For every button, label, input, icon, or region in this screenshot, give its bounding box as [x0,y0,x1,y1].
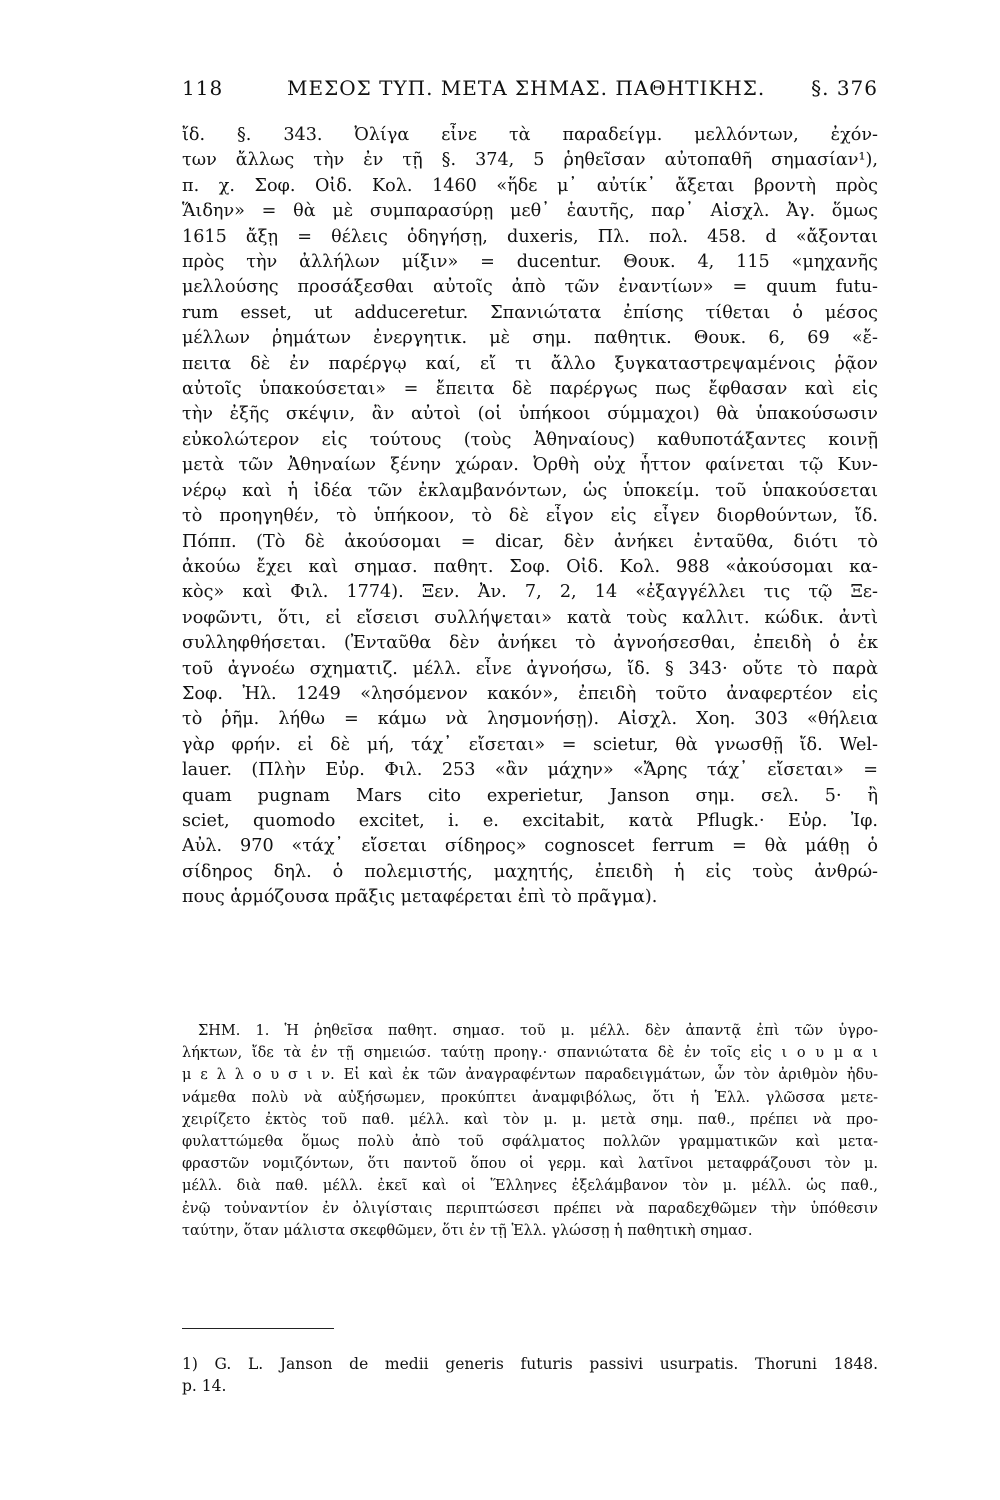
note-line: μέλλ. διὰ παθ. μέλλ. ἐκεῖ καὶ οἱ Ἕλληνες ἐξελάμβανον τὸν μ. μέλλ. ὡς παθ., [182,1178,878,1195]
text-line: ἴδ. §. 343. Ὀλίγα εἶνε τὰ παραδείγμ. μελλόντων, ἐχόν- [182,125,878,145]
text-line: τὸ ῥῆμ. λήθω = κάμω νὰ λησμονήσῃ). Αἰσχλ. Χοη. 303 «θήλεια [182,709,878,730]
text-line: Πόππ. (Τὸ δὲ ἀκούσομαι = dicar, δὲν ἀνήκει ἐνταῦθα, διότι τὸ [182,531,878,552]
text-line: Σοφ. Ἠλ. 1249 «λησόμενον κακόν», ἐπειδὴ τοῦτο ἀναφερτέον εἰς [182,683,878,704]
text-line: Αὐλ. 970 «τάχ᾽ εἴσεται σίδηρος» cognoscet ferrum = θὰ μάθῃ ὁ [182,836,878,857]
note-line: ΣΗΜ. 1. Ἡ ῥηθεῖσα παθητ. σημασ. τοῦ μ. μέλλ. δὲν ἀπαντᾷ ἐπὶ τῶν ὑγρο- [198,1023,878,1039]
footnote-line: p. 14. [182,1377,227,1395]
note-block [182,1020,878,1242]
note-line: φυλαττώμεθα ὅμως πολὺ ἀπὸ τοῦ σφάλματος πολλῶν γραμματικῶν καὶ μετα- [182,1134,878,1151]
text-line: εὐκολώτερον εἰς τούτους (τοὺς Ἀθηναίους) καθυποτάξαντες κοινῇ [182,429,878,450]
text-line: π. χ. Σοφ. Οἰδ. Κολ. 1460 «ἥδε μ᾽ αὐτίκ᾽ ἄξεται βροντὴ πρὸς [182,175,878,196]
text-line: τοῦ ἀγνοέω σχηματιζ. μέλλ. εἶνε ἀγνοήσω, ἴδ. § 343· οὔτε τὸ παρὰ [182,658,878,679]
page-number: 118 [182,76,224,100]
text-line: νέρῳ καὶ ἡ ἰδέα τῶν ἐκλαμβανόντων, ὡς ὑποκείμ. τοῦ ὑπακούσεται [182,480,878,501]
note-line: νάμεθα πολὺ νὰ αὐξήσωμεν, προκύπτει ἀναμφιβόλως, ὅτι ἡ Ἑλλ. γλῶσσα μετε- [182,1089,878,1106]
text-line: αὐτοῖς ὑπακούσεται» = ἔπειτα δὲ παρέργως πως ἔφθασαν καὶ εἰς [182,379,878,400]
text-line: rum esset, ut adduceretur. Σπανιώτατα ἐπίσης τίθεται ὁ μέσος [182,302,878,323]
text-line: πους ἁρμόζουσα πρᾶξις μεταφέρεται ἐπὶ τὸ πρᾶγμα). [182,887,658,908]
text-line: συλληφθήσεται. (Ἐνταῦθα δὲν ἀνήκει τὸ ἀγνοήσεσθαι, ἐπειδὴ ὁ ἐκ [182,633,878,654]
note-line: χειρίζετο ἐκτὸς τοῦ παθ. μέλλ. καὶ τὸν μ. μ. μετὰ σημ. παθ., πρέπει νὰ προ- [182,1111,878,1128]
text-line: σίδηρος δηλ. ὁ πολεμιστής, μαχητής, ἐπειδὴ ἡ εἰς τοὺς ἀνθρώ- [182,861,878,882]
text-line: τὸ προηγηθέν, τὸ ὑπήκοον, τὸ δὲ εἶγον εἰς εἶγεν διορθούντων, ἴδ. [182,506,878,527]
text-line: νοφῶντι, ὅτι, εἰ εἴσεισι συλλήψεται» κατὰ τοὺς καλλιτ. κώδικ. ἀντὶ [182,607,878,628]
note-line: ταύτην, ὅταν μάλιστα σκεφθῶμεν, ὅτι ἐν τῇ Ἑλλ. γλώσσῃ ἡ παθητικὴ σημασ. [182,1222,753,1239]
text-line: sciet, quomodo excitet, i. e. excitabit, κατὰ Pflugk.· Εὐρ. Ἰφ. [182,810,878,831]
text-line: μελλούσης προσάξεσθαι αὐτοῖς ἀπὸ τῶν ἐναντίων» = quum futu- [182,277,878,298]
footnote [182,1353,878,1397]
text-line: μέλλων ῥημάτων ἐνεργητικ. μὲ σημ. παθητικ. Θουκ. 6, 69 «ἔ- [182,328,878,349]
running-title: ΜΕΣΟΣ ΤΥΠ. ΜΕΤΑ ΣΗΜΑΣ. ΠΑΘΗΤΙΚΗΣ. [287,76,766,100]
text-line: μετὰ τῶν Ἀθηναίων ξένην χώραν. Ὀρθὴ οὐχ ἧττον φαίνεται τῷ Κυν- [182,455,878,476]
text-line: lauer. (Πλὴν Εὐρ. Φιλ. 253 «ἂν μάχην» «Ἄρης τάχ᾽ εἴσεται» = [182,760,878,781]
text-line: Ἅιδην» = θὰ μὲ συμπαρασύρῃ μεθ᾽ ἑαυτῆς, παρ᾽ Αἰσχλ. Ἀγ. ὅμως [182,201,878,222]
text-line: των ἄλλως τὴν ἐν τῇ §. 374, 5 ῥηθεῖσαν αὐτοπαθῆ σημασίαν¹), [182,150,878,171]
footnote-line: 1) G. L. Janson de medii generis futuris passivi usurpatis. Thoruni 1848. [182,1355,878,1373]
text-line: ἀκούω ἔχει καὶ σημασ. παθητ. Σοφ. Οἰδ. Κολ. 988 «ἀκούσομαι κα- [182,556,878,577]
text-line: πειτα δὲ ἐν παρέργῳ καί, εἴ τι ἄλλο ξυγκαταστρεψαμένοις ῥᾷον [182,353,878,374]
note-line: ἐνῷ τοὐναντίον ἐν ὀλιγίσταις περιπτώσεσι πρέπει νὰ παραδεχθῶμεν τὴν ὑπόθεσιν [182,1200,878,1217]
text-line: γὰρ φρήν. εἰ δὲ μή, τάχ᾽ εἴσεται» = scietur, θὰ γνωσθῇ ἴδ. Wel- [182,734,878,755]
text-line: 1615 ἄξῃ = θέλεις ὁδηγήσῃ, duxeris, Πλ. πολ. 458. d «ἄξονται [182,226,878,247]
note-line: φραστῶν νομιζόντων, ὅτι παντοῦ ὅπου οἱ γερμ. καὶ λατῖνοι μεταφράζουσι τὸν μ. [182,1156,878,1173]
note-line: μ ε λ λ ο υ σ ι ν. Εἰ καὶ ἐκ τῶν ἀναγραφέντων παραδειγμάτων, ὧν τὸν ἀριθμὸν ἠδυ- [182,1067,878,1084]
main-text [182,123,878,911]
footnote-rule [182,1328,334,1329]
note-line: λήκτων, ἴδε τὰ ἐν τῇ σημειώσ. ταύτῃ προηγ.· σπανιώτατα δὲ ἐν τοῖς εἰς ι ο υ μ α ι [182,1045,878,1062]
section-reference: §. 376 [811,76,878,100]
text-line: κὸς» καὶ Φιλ. 1774). Ξεν. Ἀν. 7, 2, 14 «ἐξαγγέλλει τις τῷ Ξε- [182,582,878,603]
text-line: πρὸς τὴν ἀλλήλων μίξιν» = ducentur. Θουκ. 4, 115 «μηχανῆς [182,252,878,273]
text-line: quam pugnam Mars cito experietur, Janson σημ. σελ. 5· ἢ [182,785,878,806]
text-line: τὴν ἐξῆς σκέψιν, ἂν αὐτοὶ (οἱ ὑπήκοοι σύμμαχοι) θὰ ὑπακούσωσιν [182,404,878,425]
running-header [182,70,878,110]
